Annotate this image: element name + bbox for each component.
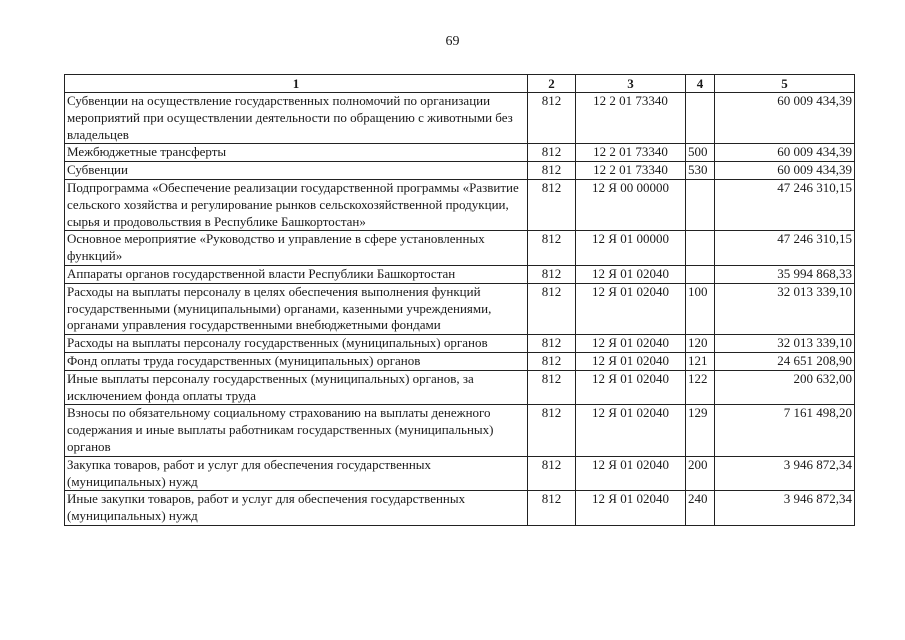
row-target-article: 12 2 01 73340	[576, 93, 686, 144]
row-expense-type	[686, 265, 715, 283]
row-name: Иные выплаты персоналу государственных (муниципальных) органов, за исключением фонда оплаты труда	[65, 370, 528, 405]
row-admin-code: 812	[528, 144, 576, 162]
table-row	[65, 370, 855, 405]
row-admin-code: 812	[528, 179, 576, 230]
row-expense-type: 129	[686, 405, 715, 456]
row-amount: 60 009 434,39	[715, 144, 855, 162]
header-col-vr: 4	[686, 75, 715, 93]
page-number: 69	[445, 34, 460, 49]
row-target-article: 12 Я 00 00000	[576, 179, 686, 230]
row-amount: 200 632,00	[715, 370, 855, 405]
row-name: Субвенции на осуществление государственных полномочий по организации мероприятий при осуществлении деятельности по обращению с животными без владельцев	[65, 93, 528, 144]
table-row	[65, 93, 855, 144]
row-target-article: 12 Я 01 02040	[576, 265, 686, 283]
table-row	[65, 179, 855, 230]
row-target-article: 12 Я 01 00000	[576, 231, 686, 266]
row-name: Иные закупки товаров, работ и услуг для обеспечения государственных (муниципальных) нужд	[65, 491, 528, 526]
row-amount: 60 009 434,39	[715, 162, 855, 180]
table-row	[65, 335, 855, 353]
row-amount: 60 009 434,39	[715, 93, 855, 144]
row-admin-code: 812	[528, 370, 576, 405]
row-admin-code: 812	[528, 93, 576, 144]
table-row	[65, 144, 855, 162]
table-row	[65, 283, 855, 334]
table-row	[65, 352, 855, 370]
row-expense-type: 500	[686, 144, 715, 162]
row-expense-type: 100	[686, 283, 715, 334]
row-name: Субвенции	[65, 162, 528, 180]
header-col-amount: 5	[715, 75, 855, 93]
row-admin-code: 812	[528, 405, 576, 456]
row-name: Расходы на выплаты персоналу в целях обеспечения выполнения функций государственными (муниципальными) органами, казенными учреждениями, органами управления государственными внебюджетными фондами	[65, 283, 528, 334]
row-name: Закупка товаров, работ и услуг для обеспечения государственных (муниципальных) нужд	[65, 456, 528, 491]
row-amount: 3 946 872,34	[715, 456, 855, 491]
row-name: Расходы на выплаты персоналу государственных (муниципальных) органов	[65, 335, 528, 353]
row-expense-type	[686, 179, 715, 230]
row-name: Межбюджетные трансферты	[65, 144, 528, 162]
row-expense-type: 122	[686, 370, 715, 405]
header-col-admin: 2	[528, 75, 576, 93]
header-col-name: 1	[65, 75, 528, 93]
row-target-article: 12 Я 01 02040	[576, 283, 686, 334]
row-admin-code: 812	[528, 335, 576, 353]
table-row	[65, 162, 855, 180]
table-body	[65, 93, 855, 526]
row-target-article: 12 Я 01 02040	[576, 352, 686, 370]
row-target-article: 12 Я 01 02040	[576, 335, 686, 353]
row-admin-code: 812	[528, 265, 576, 283]
row-name: Основное мероприятие «Руководство и управление в сфере установленных функций»	[65, 231, 528, 266]
table-row	[65, 491, 855, 526]
row-target-article: 12 2 01 73340	[576, 162, 686, 180]
row-name: Взносы по обязательному социальному страхованию на выплаты денежного содержания и иные выплаты работникам государственных (муниципальных) органов	[65, 405, 528, 456]
row-amount: 32 013 339,10	[715, 283, 855, 334]
row-admin-code: 812	[528, 456, 576, 491]
row-admin-code: 812	[528, 491, 576, 526]
header-row	[65, 75, 855, 93]
row-amount: 35 994 868,33	[715, 265, 855, 283]
row-target-article: 12 Я 01 02040	[576, 491, 686, 526]
table-row	[65, 456, 855, 491]
row-expense-type	[686, 93, 715, 144]
row-name: Аппараты органов государственной власти Республики Башкортостан	[65, 265, 528, 283]
row-amount: 47 246 310,15	[715, 231, 855, 266]
row-target-article: 12 Я 01 02040	[576, 405, 686, 456]
row-admin-code: 812	[528, 352, 576, 370]
row-amount: 32 013 339,10	[715, 335, 855, 353]
row-amount: 47 246 310,15	[715, 179, 855, 230]
row-expense-type: 530	[686, 162, 715, 180]
row-amount: 3 946 872,34	[715, 491, 855, 526]
row-name: Фонд оплаты труда государственных (муниципальных) органов	[65, 352, 528, 370]
row-expense-type: 200	[686, 456, 715, 491]
row-expense-type	[686, 231, 715, 266]
row-expense-type: 121	[686, 352, 715, 370]
row-target-article: 12 Я 01 02040	[576, 456, 686, 491]
row-amount: 7 161 498,20	[715, 405, 855, 456]
header-col-csr: 3	[576, 75, 686, 93]
row-name: Подпрограмма «Обеспечение реализации государственной программы «Развитие сельского хозяйства и регулирование рынков сельскохозяйственной продукции, сырья и продовольствия в Республике Башкортостан»	[65, 179, 528, 230]
row-target-article: 12 2 01 73340	[576, 144, 686, 162]
row-expense-type: 120	[686, 335, 715, 353]
row-admin-code: 812	[528, 231, 576, 266]
row-admin-code: 812	[528, 162, 576, 180]
row-target-article: 12 Я 01 02040	[576, 370, 686, 405]
row-expense-type: 240	[686, 491, 715, 526]
table-row	[65, 405, 855, 456]
table-row	[65, 231, 855, 266]
table-row	[65, 265, 855, 283]
table-header	[65, 75, 855, 93]
row-amount: 24 651 208,90	[715, 352, 855, 370]
budget-table	[64, 74, 855, 526]
row-admin-code: 812	[528, 283, 576, 334]
